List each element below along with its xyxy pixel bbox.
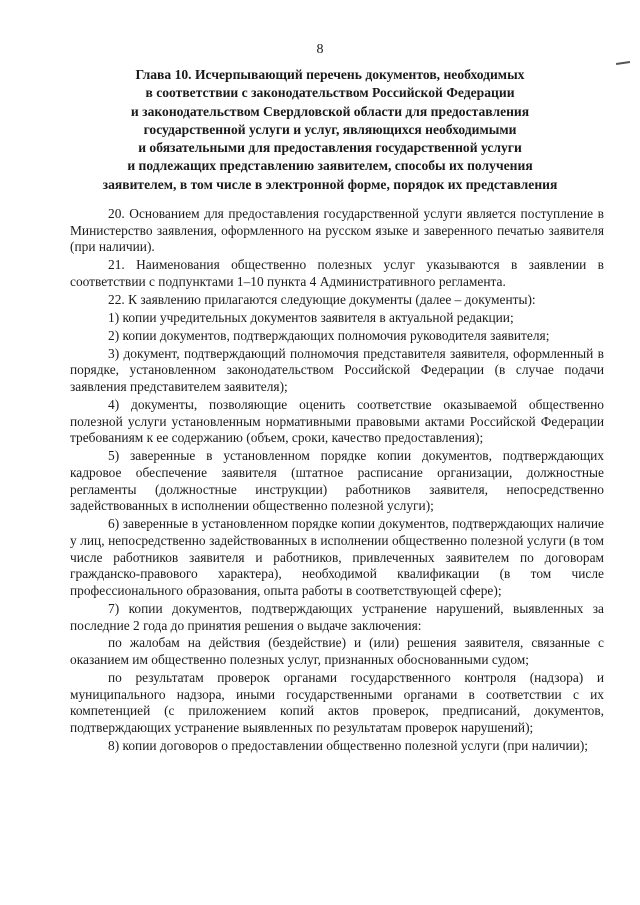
heading-line: и обязательными для предоставления государственной услуги xyxy=(138,140,522,156)
heading-line: Глава 10. Исчерпывающий перечень документов, необходимых xyxy=(135,67,525,82)
list-item-1: 1) копии учредительных документов заявителя в актуальной редакции; xyxy=(108,309,514,325)
paragraph-22: 22. К заявлению прилагаются следующие документы (далее – документы): xyxy=(108,291,536,307)
heading-line: и законодательством Свердловской области для предоставления xyxy=(130,103,530,119)
list-item-8: 8) копии договоров о предоставлении общественно полезной услуги (при наличии); xyxy=(108,738,589,754)
heading-line: в соответствии с законодательством Российской Федерации xyxy=(145,85,515,101)
document-body xyxy=(70,206,604,755)
list-item-6: 6) заверенные в установленном порядке копии документов, подтверждающих наличие у лиц, непосредственно задействованных в исполнении общественно полезной услуги (в том числе работников заявителя и работников, привлеченных заявителем по договорам гражданско-правового характера), необходимой квалификации (в том числе профессионального образования, опыта работы в соответствующей сфере); xyxy=(70,516,604,598)
list-item-5: 5) заверенные в установленном порядке копии документов, подтверждающих кадровое обеспечение заявителя (штатное расписание организации, должностные регламенты (должностные инструкции) работников заявителя, непосредственно задействованных в исполнении общественно полезной услуги); xyxy=(70,448,604,514)
page-number: 8 xyxy=(316,42,324,57)
list-item-7: 7) копии документов, подтверждающих устранение нарушений, выявленных за последние 2 года до принятия решения о выдаче заключения: xyxy=(70,600,604,633)
list-item-2: 2) копии документов, подтверждающих полномочия руководителя заявителя; xyxy=(108,327,550,343)
list-item-3: 3) документ, подтверждающий полномочия представителя заявителя, оформленный в порядке, установленном законодательством Российской Федерации (в случае подачи заявления представителем заявителя); xyxy=(70,345,604,394)
heading-line: государственной услуги и услуг, являющихся необходимыми xyxy=(143,121,517,137)
list-item-4: 4) документы, позволяющие оценить соответствие оказываемой общественно полезной услуги установленным нормативными правовыми актами Российской Федерации требованиям к ее содержанию (объем, сроки, качество предоставления); xyxy=(70,396,604,446)
paragraph-21: 21. Наименования общественно полезных услуг указываются в заявлении в соответствии с подпунктами 1–10 пункта 4 Административного регламента. xyxy=(70,257,604,289)
chapter-heading xyxy=(60,66,600,194)
list-item-7-sub-inspections: по результатам проверок органами государственного контроля (надзора) и муниципального надзора, иными государственными органами в соответствии с их компетенцией (с приложением копий актов проверок, предписаний, документов, подтверждающих устранение выявленных по результатам проверок нарушений); xyxy=(70,670,604,736)
list-item-7-sub-complaints: по жалобам на действия (бездействие) и (или) решения заявителя, связанные с оказанием им общественно полезных услуг, признанных обоснованными судом; xyxy=(70,635,604,668)
heading-line: и подлежащих представлению заявителем, способы их получения xyxy=(127,158,533,174)
page-edge-mark xyxy=(616,61,630,65)
paragraph-20: 20. Основанием для предоставления государственной услуги является поступление в Министерство заявления, оформленного на русском языке и заверенного печатью заявителя (при наличии). xyxy=(70,206,604,255)
heading-line: заявителем, в том числе в электронной форме, порядок их представления xyxy=(102,176,558,192)
